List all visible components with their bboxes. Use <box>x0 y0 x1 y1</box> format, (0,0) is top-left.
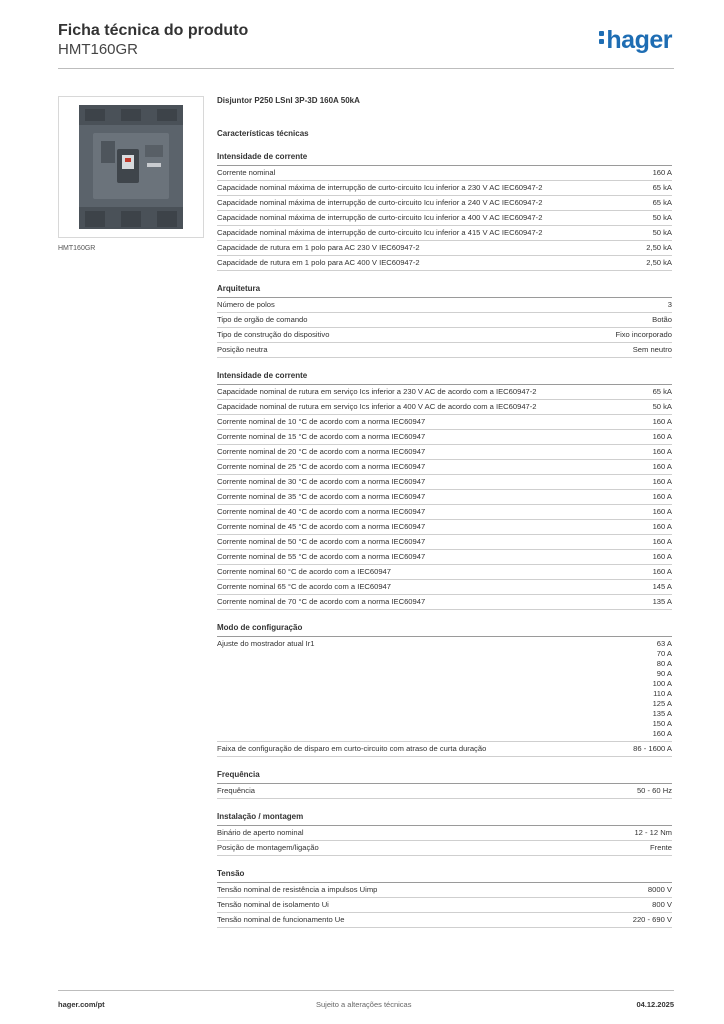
spec-row <box>217 385 672 400</box>
spec-row <box>217 256 672 271</box>
spec-row <box>217 742 672 757</box>
section-title: Frequência <box>217 770 672 784</box>
spec-row <box>217 400 672 415</box>
logo-dots-icon <box>599 29 605 47</box>
spec-label: Capacidade nominal máxima de interrupção de curto-circuito Icu inferior a 230 V AC IEC60947-2 <box>217 183 543 192</box>
spec-label: Frequência <box>217 786 255 795</box>
spec-row <box>217 166 672 181</box>
spec-row <box>217 826 672 841</box>
spec-value: 65 kA <box>652 198 672 207</box>
spec-label: Corrente nominal de 55 °C de acordo com a norma IEC60947 <box>217 552 426 561</box>
spec-value: 160 A <box>652 168 672 177</box>
spec-label: Tensão nominal de funcionamento Ue <box>217 915 345 924</box>
circuit-breaker-icon <box>59 97 203 237</box>
spec-section <box>217 152 672 271</box>
footer-date: 04.12.2025 <box>636 1000 674 1009</box>
spec-value: 65 kA <box>652 183 672 192</box>
spec-row <box>217 883 672 898</box>
spec-value: 800 V <box>652 900 672 909</box>
spec-value: 160 A <box>652 507 672 516</box>
spec-label: Corrente nominal de 40 °C de acordo com a norma IEC60947 <box>217 507 426 516</box>
spec-label: Corrente nominal de 45 °C de acordo com a norma IEC60947 <box>217 522 426 531</box>
spec-label: Corrente nominal de 20 °C de acordo com a norma IEC60947 <box>217 447 426 456</box>
spec-value: 50 kA <box>652 213 672 222</box>
spec-value: 86 - 1600 A <box>633 744 672 753</box>
spec-row <box>217 520 672 535</box>
spec-value: 50 kA <box>652 228 672 237</box>
spec-label: Corrente nominal de 50 °C de acordo com a norma IEC60947 <box>217 537 426 546</box>
spec-row <box>217 181 672 196</box>
spec-row <box>217 490 672 505</box>
spec-row <box>217 460 672 475</box>
spec-value: 160 A <box>652 447 672 456</box>
hager-logo <box>599 26 672 54</box>
footer-notice: Sujeito a alterações técnicas <box>316 1000 412 1009</box>
page-header <box>58 22 674 69</box>
product-code: HMT160GR <box>58 41 139 58</box>
spec-value: 145 A <box>652 582 672 591</box>
spec-row <box>217 595 672 610</box>
spec-value: 2,50 kA <box>646 258 672 267</box>
spec-row <box>217 196 672 211</box>
spec-value: 160 A <box>652 537 672 546</box>
spec-row <box>217 535 672 550</box>
spec-row <box>217 241 672 256</box>
spec-value: 160 A <box>652 417 672 426</box>
spec-value: 12 - 12 Nm <box>634 828 672 837</box>
section-title: Intensidade de corrente <box>217 371 672 385</box>
spec-row <box>217 784 672 799</box>
spec-label: Capacidade de rutura em 1 polo para AC 230 V IEC60947-2 <box>217 243 420 252</box>
spec-label: Corrente nominal de 25 °C de acordo com a norma IEC60947 <box>217 462 426 471</box>
spec-row <box>217 313 672 328</box>
section-title: Arquitetura <box>217 284 672 298</box>
product-image <box>58 96 204 238</box>
spec-label: Posição neutra <box>217 345 268 354</box>
spec-value: Frente <box>650 843 672 852</box>
spec-row <box>217 913 672 928</box>
section-title: Modo de configuração <box>217 623 672 637</box>
spec-row <box>217 343 672 358</box>
spec-value: 50 kA <box>652 402 672 411</box>
spec-value: 135 A <box>652 597 672 606</box>
spec-value: Fixo incorporado <box>615 330 672 339</box>
spec-value: 3 <box>667 300 672 309</box>
logo-text: hager <box>606 26 672 54</box>
spec-label: Corrente nominal de 10 °C de acordo com a norma IEC60947 <box>217 417 426 426</box>
spec-label: Capacidade nominal de rutura em serviço Ics inferior a 400 V AC de acordo com a IEC60947-2 <box>217 402 537 411</box>
spec-row <box>217 475 672 490</box>
spec-value: 160 A <box>652 552 672 561</box>
spec-section <box>217 812 672 856</box>
spec-label: Tipo de orgão de comando <box>217 315 308 324</box>
spec-row <box>217 328 672 343</box>
spec-label: Corrente nominal 60 °C de acordo com a IEC60947 <box>217 567 391 576</box>
spec-value: 160 A <box>652 492 672 501</box>
spec-label: Tensão nominal de resistência a impulsos Uimp <box>217 885 378 894</box>
spec-value: 160 A <box>652 462 672 471</box>
spec-row <box>217 898 672 913</box>
spec-label: Corrente nominal de 30 °C de acordo com a norma IEC60947 <box>217 477 426 486</box>
spec-value: 160 A <box>652 522 672 531</box>
section-title: Instalação / montagem <box>217 812 672 826</box>
spec-value: Sem neutro <box>632 345 672 354</box>
spec-value: 2,50 kA <box>646 243 672 252</box>
spec-label: Corrente nominal <box>217 168 276 177</box>
spec-label: Número de polos <box>217 300 275 309</box>
spec-label: Capacidade nominal máxima de interrupção de curto-circuito Icu inferior a 415 V AC IEC60947-2 <box>217 228 543 237</box>
spec-section <box>217 284 672 358</box>
spec-content <box>217 96 672 928</box>
spec-row <box>217 550 672 565</box>
spec-row <box>217 565 672 580</box>
spec-value: 65 kA <box>652 387 672 396</box>
product-description: Disjuntor P250 LSnI 3P-3D 160A 50kA <box>217 96 360 105</box>
spec-value: 63 A 70 A 80 A 90 A 100 A 110 A 125 A 135 A 150 A 160 A <box>652 639 672 738</box>
spec-value: 220 - 690 V <box>632 915 672 924</box>
footer-website: hager.com/pt <box>58 1000 105 1009</box>
spec-label: Capacidade nominal de rutura em serviço Ics inferior a 230 V AC de acordo com a IEC60947-2 <box>217 387 537 396</box>
spec-value: 160 A <box>652 432 672 441</box>
spec-label: Corrente nominal de 70 °C de acordo com a norma IEC60947 <box>217 597 426 606</box>
spec-label: Posição de montagem/ligação <box>217 843 319 852</box>
spec-label: Tipo de construção do dispositivo <box>217 330 330 339</box>
section-title: Tensão <box>217 869 672 883</box>
spec-label: Corrente nominal de 15 °C de acordo com a norma IEC60947 <box>217 432 426 441</box>
spec-row <box>217 226 672 241</box>
spec-row <box>217 841 672 856</box>
spec-row <box>217 211 672 226</box>
product-image-caption: HMT160GR <box>58 245 96 252</box>
page-title: Ficha técnica do produto <box>58 22 249 39</box>
spec-row <box>217 445 672 460</box>
spec-label: Capacidade de rutura em 1 polo para AC 400 V IEC60947-2 <box>217 258 420 267</box>
section-title: Intensidade de corrente <box>217 152 672 166</box>
spec-row <box>217 580 672 595</box>
spec-label: Faixa de configuração de disparo em curto-circuito com atraso de curta duração <box>217 744 487 753</box>
spec-row <box>217 298 672 313</box>
spec-label: Tensão nominal de isolamento Ui <box>217 900 329 909</box>
spec-row <box>217 415 672 430</box>
spec-label: Ajuste do mostrador atual Ir1 <box>217 639 315 648</box>
page-footer <box>58 990 674 1015</box>
spec-section <box>217 623 672 757</box>
spec-value: 160 A <box>652 477 672 486</box>
spec-sections <box>217 152 672 928</box>
spec-section <box>217 770 672 799</box>
spec-row <box>217 505 672 520</box>
spec-value: Botão <box>652 315 672 324</box>
spec-value: 50 - 60 Hz <box>636 786 672 795</box>
spec-label: Corrente nominal 65 °C de acordo com a IEC60947 <box>217 582 391 591</box>
spec-label: Capacidade nominal máxima de interrupção de curto-circuito Icu inferior a 400 V AC IEC60947-2 <box>217 213 543 222</box>
spec-row <box>217 637 672 742</box>
spec-label: Corrente nominal de 35 °C de acordo com a norma IEC60947 <box>217 492 426 501</box>
spec-section <box>217 869 672 928</box>
spec-value: 8000 V <box>647 885 672 894</box>
spec-section <box>217 371 672 610</box>
spec-row <box>217 430 672 445</box>
tech-characteristics-title: Características técnicas <box>217 129 309 138</box>
spec-label: Capacidade nominal máxima de interrupção de curto-circuito Icu inferior a 240 V AC IEC60947-2 <box>217 198 543 207</box>
spec-value: 160 A <box>652 567 672 576</box>
spec-label: Binário de aperto nominal <box>217 828 304 837</box>
